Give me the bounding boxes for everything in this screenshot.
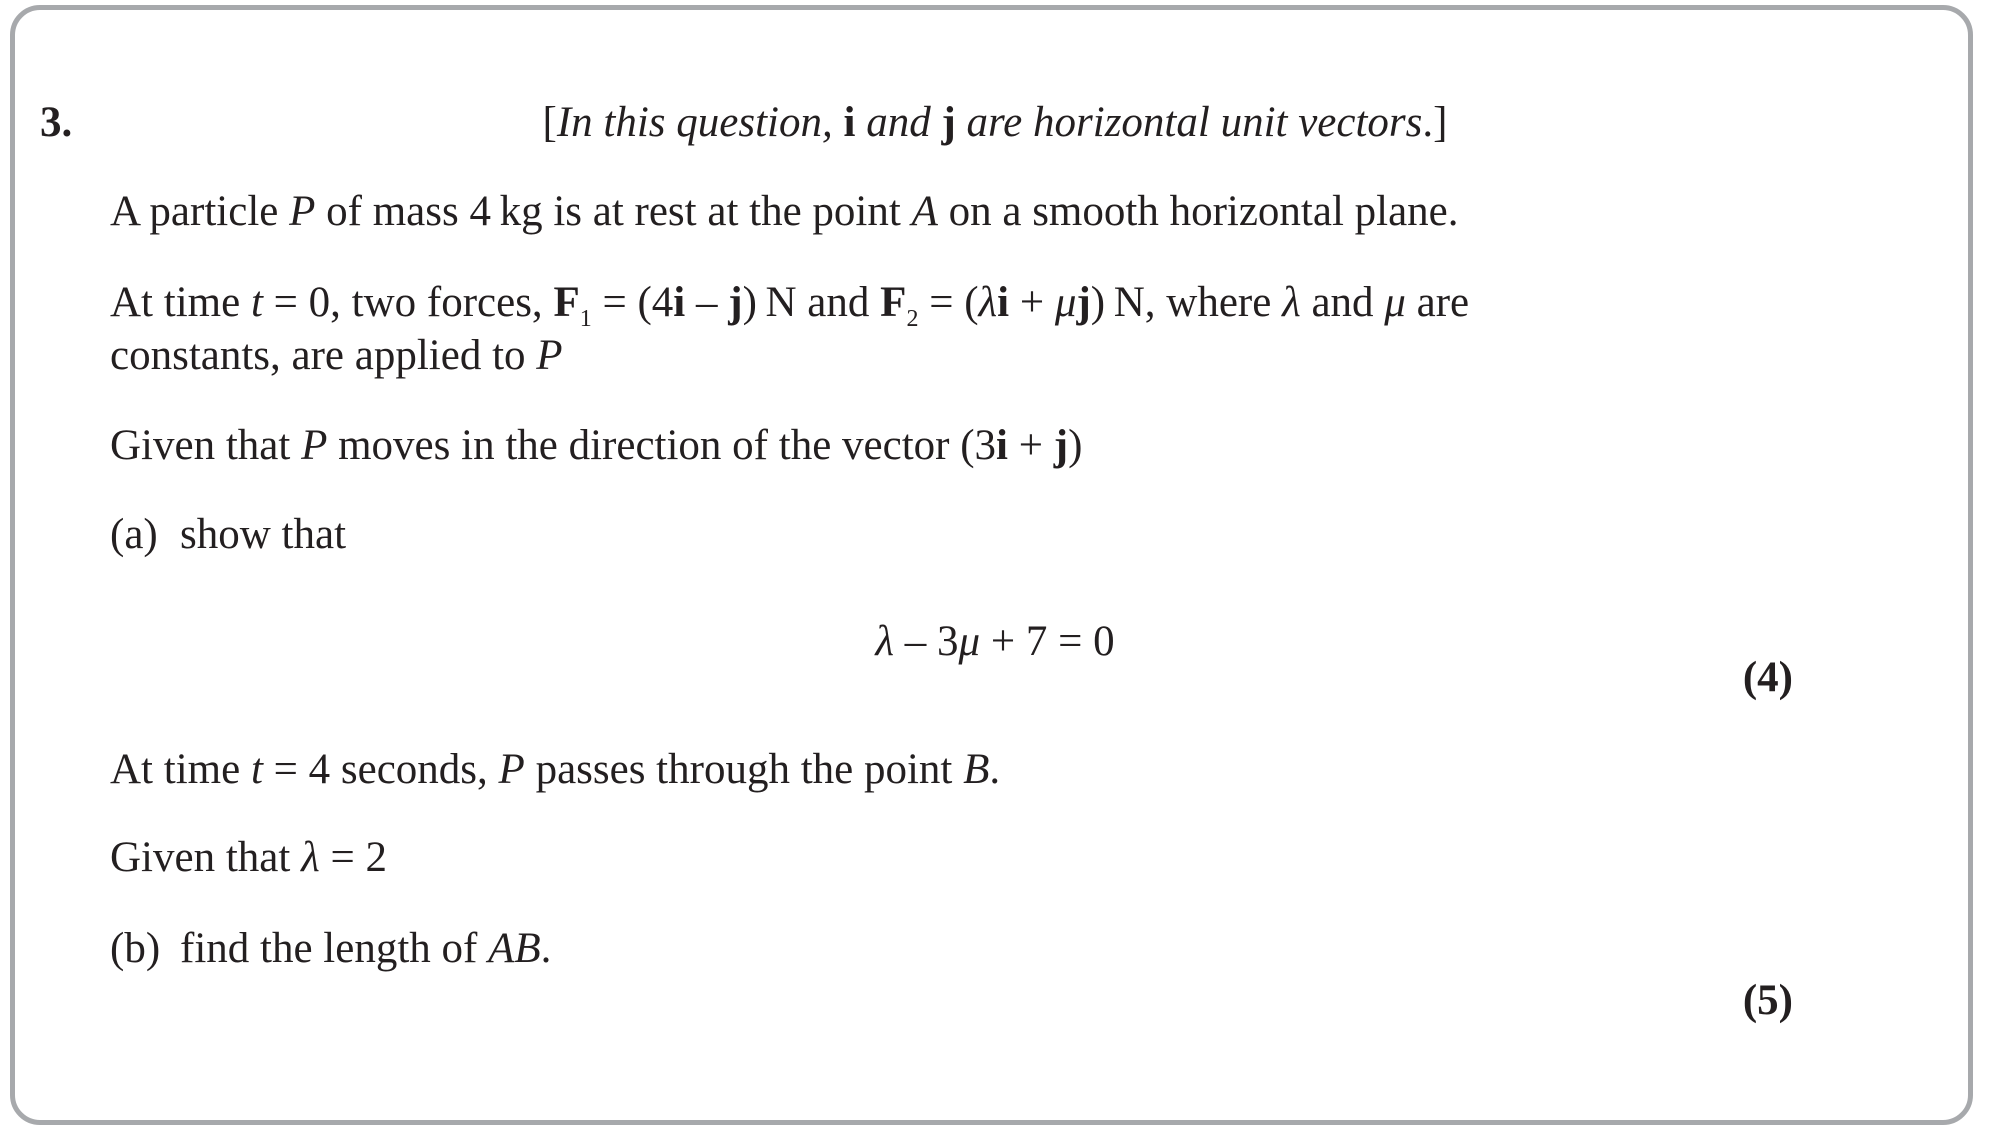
time-b-line: [110, 748, 1000, 791]
equation-end: + 7 = 0: [980, 618, 1115, 665]
question-number: 3.: [40, 99, 73, 146]
intro-line: [110, 190, 1459, 233]
note-part2: are horizontal unit vectors: [955, 99, 1423, 146]
force-f1-j: j: [728, 279, 743, 326]
time-b-text-3: passes through the point: [524, 746, 964, 793]
part-b-ab: AB: [488, 925, 541, 972]
part-a-label: (a): [110, 511, 158, 558]
direction-line: [110, 424, 1082, 467]
time-b-text-1: At time: [110, 746, 251, 793]
force-f2-subscript: 2: [906, 306, 919, 332]
forces-line-1: [110, 279, 1470, 332]
part-b-label: (b): [110, 925, 161, 972]
part-b-end: .: [540, 925, 552, 972]
time-b-particle-p: P: [498, 746, 525, 793]
equation-mu: μ: [958, 618, 981, 665]
force-f1-symbol: F: [553, 279, 580, 326]
forces-text-1: At time: [110, 279, 251, 326]
note-open: [: [542, 99, 557, 146]
forces-lambda: λ: [1282, 279, 1301, 326]
time-b-var-t: t: [250, 746, 263, 793]
forces-particle-p: P: [536, 332, 563, 379]
forces-line2-text: constants, are applied to: [110, 332, 537, 379]
question-note: [0, 101, 1990, 144]
forces-are: are: [1405, 279, 1470, 326]
force-f1-subscript: 1: [579, 306, 592, 332]
direction-i: i: [996, 422, 1008, 469]
direction-text-1: Given that: [110, 422, 302, 469]
direction-plus: +: [1008, 422, 1054, 469]
direction-j: j: [1053, 422, 1069, 469]
part-a: [110, 513, 346, 556]
part-b: [110, 927, 551, 970]
force-f2-eq-a: = (: [918, 279, 979, 326]
force-f2-i: i: [997, 279, 1010, 326]
show-equation: [0, 620, 1990, 663]
time-b-point-b: B: [963, 746, 990, 793]
force-f2-eq-b: ) N, where: [1090, 279, 1283, 326]
force-f1-i: i: [673, 279, 686, 326]
force-f2-plus: +: [1009, 279, 1055, 326]
note-close: .]: [1422, 99, 1448, 146]
time-b-text-4: .: [989, 746, 1001, 793]
force-f2-j: j: [1076, 279, 1091, 326]
given-text-1: Given that: [110, 834, 302, 881]
note-i: i: [843, 99, 856, 146]
forces-line-2: [110, 334, 563, 377]
direction-text-2: moves in the direction of the vector (3: [327, 422, 997, 469]
forces-and: and: [1300, 279, 1385, 326]
given-lambda: λ: [301, 834, 320, 881]
intro-text-2: of mass 4 kg is at rest at the point: [315, 188, 912, 235]
part-b-text: find the length of: [180, 925, 489, 972]
given-text-2: = 2: [319, 834, 387, 881]
intro-text-1: A particle: [110, 188, 290, 235]
part-a-text: show that: [180, 511, 347, 558]
given-lambda-line: [110, 836, 387, 879]
equation-mid: – 3: [894, 618, 959, 665]
force-f1-eq-b: ) N and: [742, 279, 881, 326]
force-f2-mu: μ: [1054, 279, 1077, 326]
force-f1-eq-a: = (4: [591, 279, 674, 326]
intro-point-a: A: [911, 188, 938, 235]
force-f1-minus: –: [685, 279, 729, 326]
note-and: and: [855, 99, 942, 146]
direction-close: ): [1068, 422, 1083, 469]
forces-var-t: t: [250, 279, 263, 326]
direction-particle-p: P: [301, 422, 328, 469]
time-b-text-2: = 4 seconds,: [262, 746, 499, 793]
force-f2-lambda: λ: [978, 279, 998, 326]
intro-particle-p: P: [289, 188, 316, 235]
marks-part-b: (5): [1742, 977, 1793, 1024]
marks-part-a: (4): [1742, 654, 1793, 701]
note-part1: In this question,: [556, 99, 844, 146]
note-j: j: [941, 99, 956, 146]
force-f2-symbol: F: [880, 279, 907, 326]
forces-text-2: = 0, two forces,: [262, 279, 554, 326]
intro-text-3: on a smooth horizontal plane.: [937, 188, 1459, 235]
equation-lambda: λ: [875, 618, 894, 665]
forces-mu: μ: [1384, 279, 1406, 326]
